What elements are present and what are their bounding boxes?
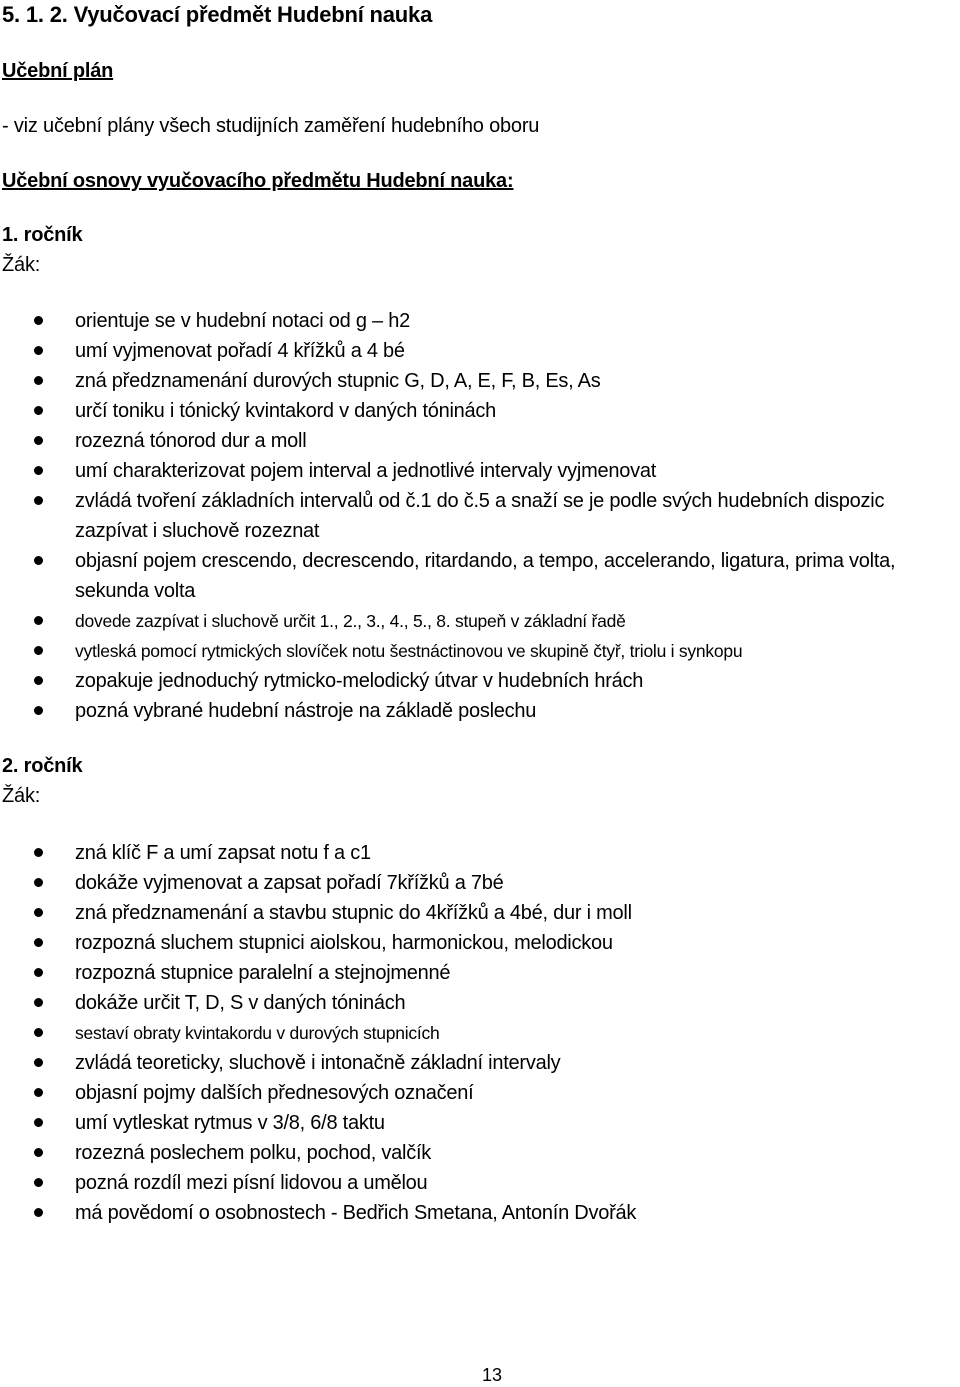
- grade1-outcomes-list: [0, 306, 960, 726]
- bullet-icon: [34, 556, 43, 565]
- bullet-icon: [34, 1028, 43, 1037]
- list-item: [0, 928, 960, 958]
- list-item: [0, 1138, 960, 1168]
- list-item: [0, 838, 960, 868]
- list-item-text: zná předznamenání a stavbu stupnic do 4křížků a 4bé, dur i moll: [75, 902, 632, 924]
- bullet-icon: [34, 496, 43, 505]
- grade2-pupil-label: Žák:: [2, 785, 41, 807]
- list-item-text: zvládá teoreticky, sluchově i intonačně základní intervaly: [75, 1052, 561, 1074]
- list-item: [0, 1168, 960, 1198]
- list-item-text: pozná vybrané hudební nástroje na základě poslechu: [75, 700, 537, 722]
- list-item: [0, 1198, 960, 1228]
- bullet-icon: [34, 908, 43, 917]
- list-item: [0, 306, 960, 336]
- list-item-text: vytleská pomocí rytmických slovíček notu šestnáctinovou ve skupině čtyř, triolu i synkopu: [75, 641, 743, 661]
- grade1-title: 1. ročník: [2, 224, 83, 246]
- list-item: [0, 1078, 960, 1108]
- list-item: [0, 426, 960, 456]
- list-item: [0, 868, 960, 898]
- list-item-text: pozná rozdíl mezi písní lidovou a umělou: [75, 1172, 428, 1194]
- list-item-text: rozezná tónorod dur a moll: [75, 430, 307, 452]
- bullet-icon: [34, 1148, 43, 1157]
- bullet-icon: [34, 1088, 43, 1097]
- list-item: [0, 456, 960, 486]
- bullet-icon: [34, 406, 43, 415]
- bullet-icon: [34, 316, 43, 325]
- list-item-text: rozpozná sluchem stupnici aiolskou, harmonickou, melodickou: [75, 932, 613, 954]
- bullet-icon: [34, 376, 43, 385]
- list-item: [0, 336, 960, 366]
- list-item: [0, 1018, 960, 1048]
- list-item: [0, 988, 960, 1018]
- bullet-icon: [34, 646, 43, 655]
- list-item-text: dokáže vyjmenovat a zapsat pořadí 7křížků a 7bé: [75, 872, 504, 894]
- list-item: [0, 636, 960, 666]
- bullet-icon: [34, 466, 43, 475]
- list-item: [0, 696, 960, 726]
- list-item: [0, 366, 960, 396]
- list-item: [0, 958, 960, 988]
- list-item-text: objasní pojem crescendo, decrescendo, ritardando, a tempo, accelerando, ligatura, prima volta, sekunda volta: [75, 550, 896, 602]
- list-item-text: objasní pojmy dalších přednesových označení: [75, 1082, 474, 1104]
- bullet-icon: [34, 878, 43, 887]
- plan-note: - viz učební plány všech studijních zaměření hudebního oboru: [2, 115, 540, 137]
- list-item: [0, 666, 960, 696]
- list-item-text: dovede zazpívat i sluchově určit 1., 2., 3., 4., 5., 8. stupeň v základní řadě: [75, 611, 626, 631]
- list-item-text: umí vyjmenovat pořadí 4 křížků a 4 bé: [75, 340, 405, 362]
- list-item: [0, 606, 960, 636]
- list-item-text: orientuje se v hudební notaci od g – h2: [75, 310, 410, 332]
- list-item-text: zvládá tvoření základních intervalů od č.1 do č.5 a snaží se je podle svých hudebních dispozic zazpívat i sluchově rozeznat: [75, 490, 885, 542]
- bullet-icon: [34, 436, 43, 445]
- list-item: [0, 1048, 960, 1078]
- bullet-icon: [34, 706, 43, 715]
- grade2-title: 2. ročník: [2, 755, 83, 777]
- section-title: 5. 1. 2. Vyučovací předmět Hudební nauka: [2, 2, 433, 27]
- list-item: [0, 546, 960, 606]
- list-item: [0, 486, 960, 546]
- bullet-icon: [34, 848, 43, 857]
- list-item: [0, 898, 960, 928]
- grade1-pupil-label: Žák:: [2, 254, 41, 276]
- list-item-text: má povědomí o osobnostech - Bedřich Smetana, Antonín Dvořák: [75, 1202, 637, 1224]
- list-item: [0, 1108, 960, 1138]
- list-item: [0, 396, 960, 426]
- list-item-text: určí toniku i tónický kvintakord v daných tóninách: [75, 400, 497, 422]
- grade2-outcomes-list: [0, 838, 960, 1228]
- syllabus-heading: Učební osnovy vyučovacího předmětu Hudební nauka:: [2, 170, 514, 192]
- bullet-icon: [34, 676, 43, 685]
- list-item-text: zná klíč F a umí zapsat notu f a c1: [75, 842, 371, 864]
- list-item-text: umí vytleskat rytmus v 3/8, 6/8 taktu: [75, 1112, 385, 1134]
- bullet-icon: [34, 346, 43, 355]
- list-item-text: zopakuje jednoduchý rytmicko-melodický útvar v hudebních hrách: [75, 670, 644, 692]
- bullet-icon: [34, 968, 43, 977]
- bullet-icon: [34, 938, 43, 947]
- list-item-text: sestaví obraty kvintakordu v durových stupnicích: [75, 1023, 440, 1043]
- bullet-icon: [34, 616, 43, 625]
- list-item-text: rozpozná stupnice paralelní a stejnojmenné: [75, 962, 451, 984]
- bullet-icon: [34, 1118, 43, 1127]
- bullet-icon: [34, 1178, 43, 1187]
- bullet-icon: [34, 1058, 43, 1067]
- list-item-text: rozezná poslechem polku, pochod, valčík: [75, 1142, 432, 1164]
- bullet-icon: [34, 998, 43, 1007]
- list-item-text: umí charakterizovat pojem interval a jednotlivé intervaly vyjmenovat: [75, 460, 657, 482]
- list-item-text: zná předznamenání durových stupnic G, D, A, E, F, B, Es, As: [75, 370, 601, 392]
- list-item-text: dokáže určit T, D, S v daných tóninách: [75, 992, 406, 1014]
- page-number: 13: [481, 1365, 503, 1385]
- bullet-icon: [34, 1208, 43, 1217]
- plan-heading: Učební plán: [2, 60, 114, 82]
